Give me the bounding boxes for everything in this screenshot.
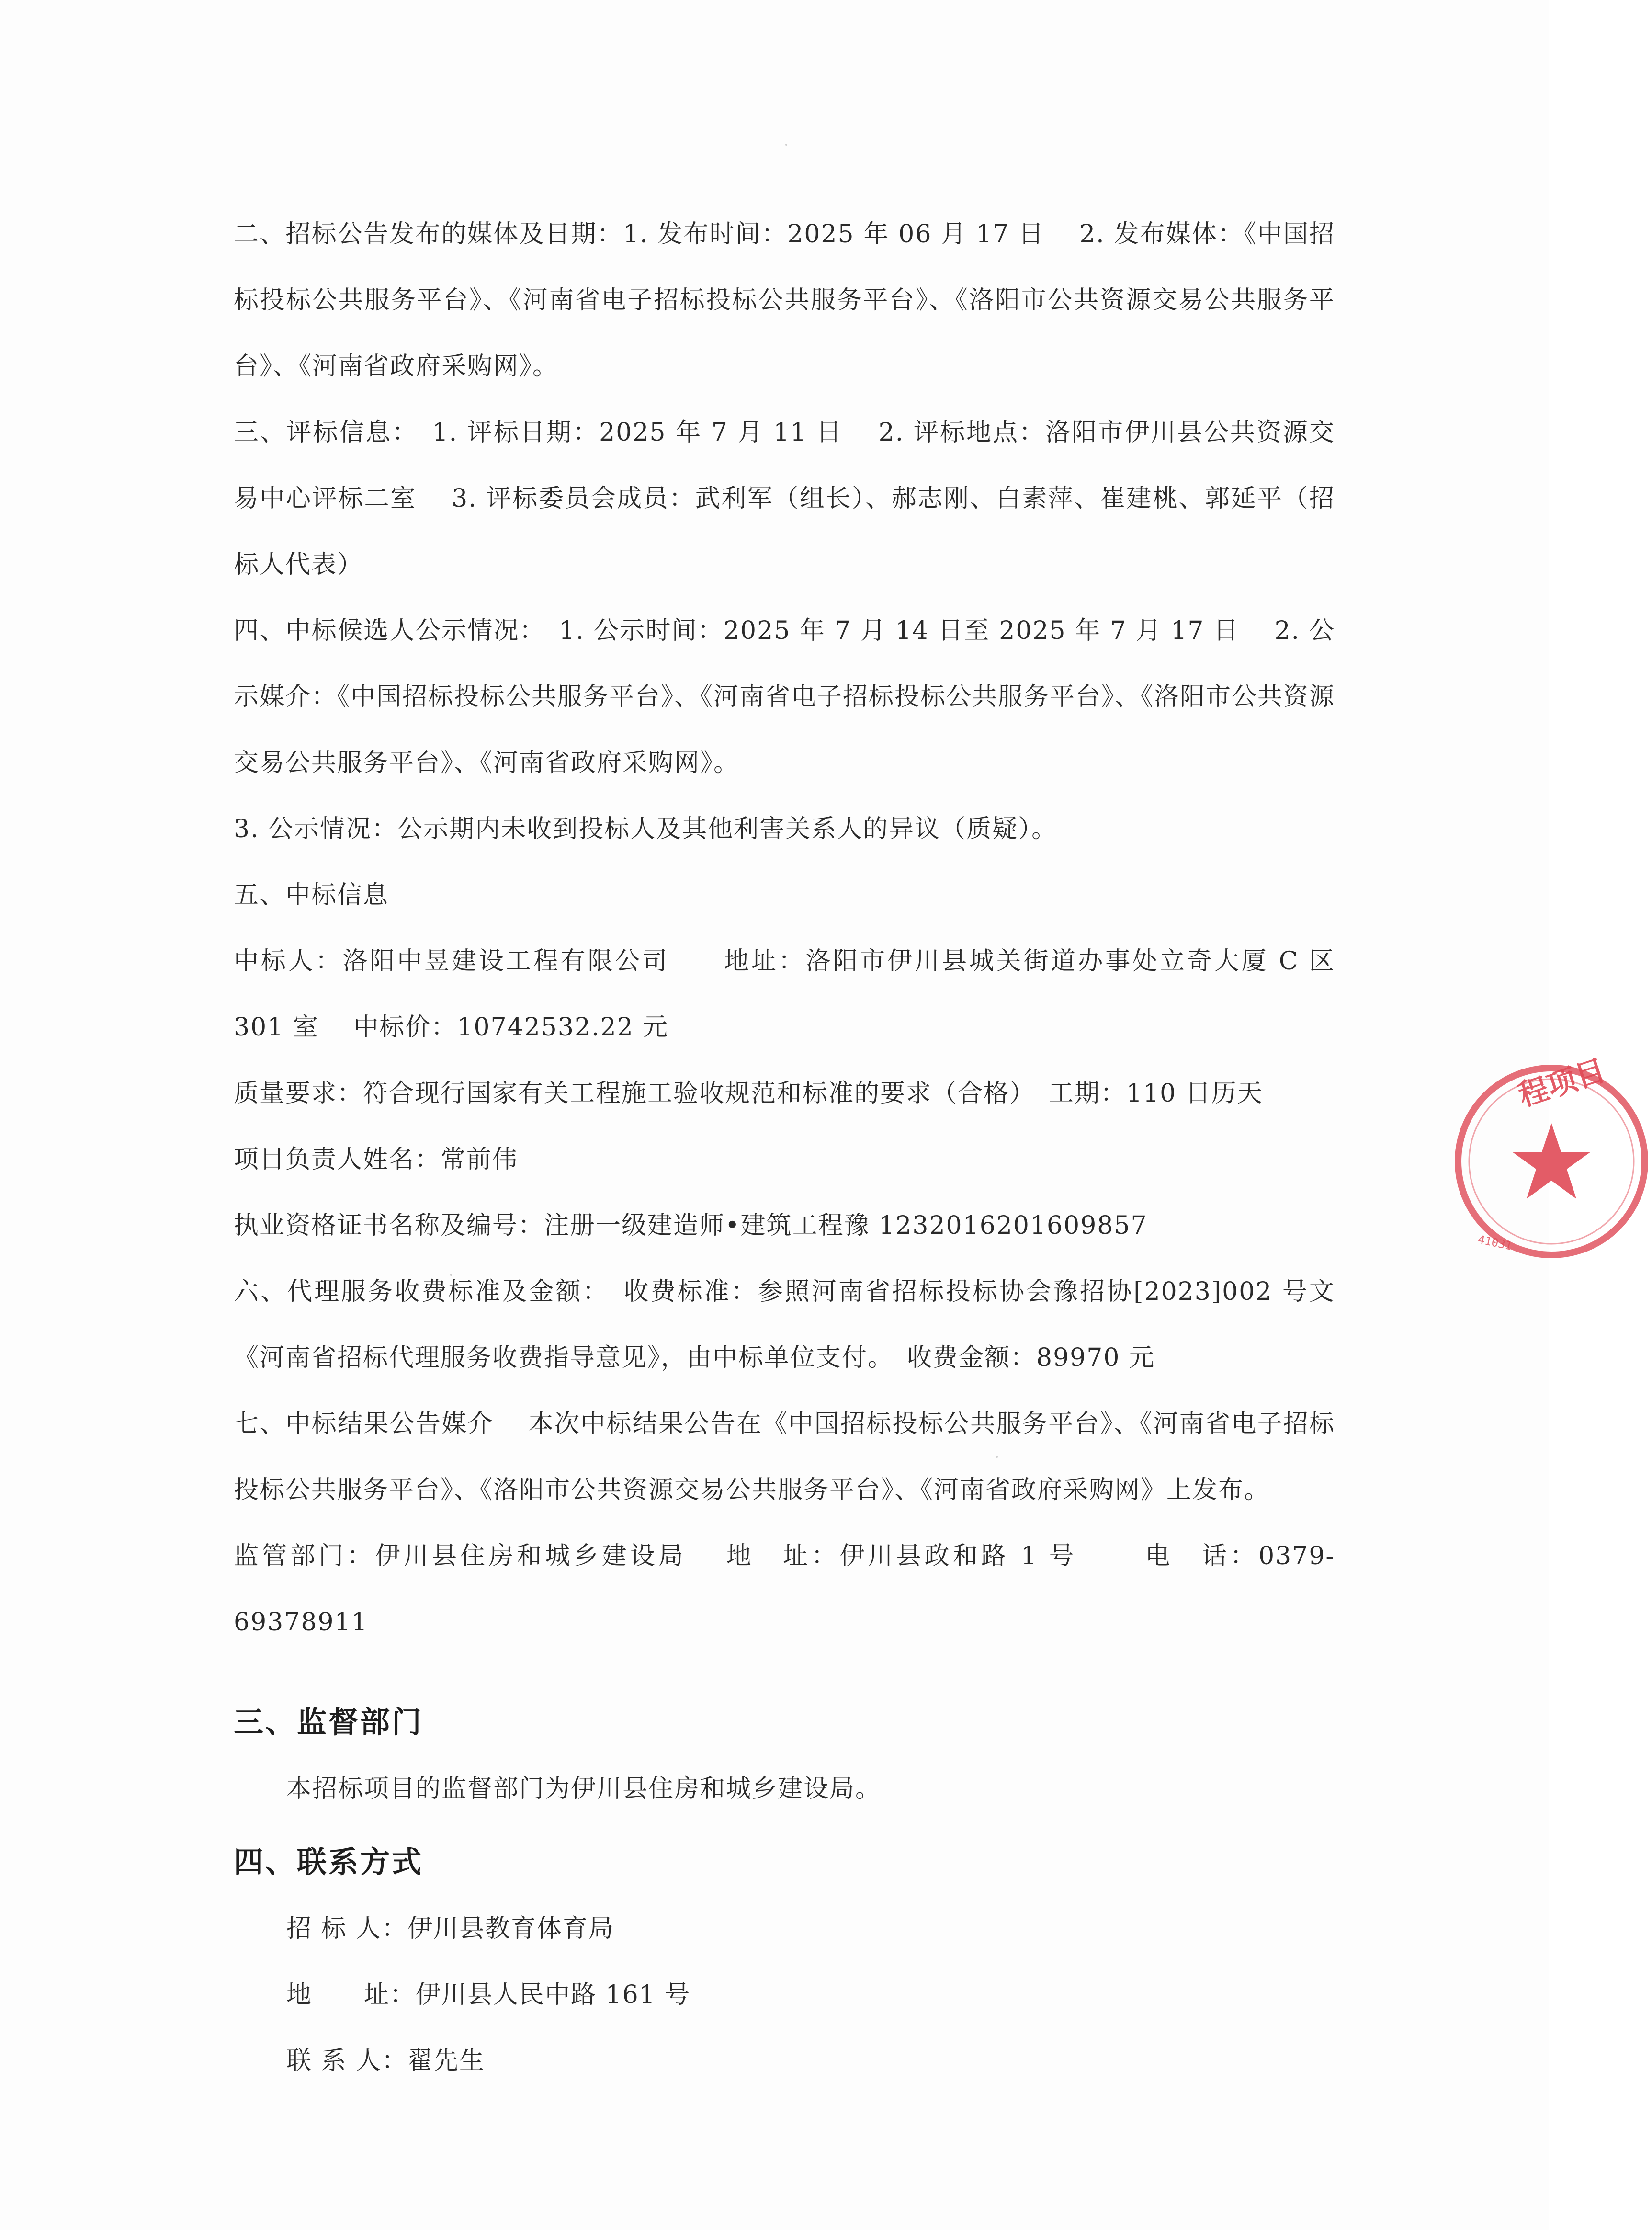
scan-dust [450,1274,452,1276]
seal-star-icon [1512,1123,1591,1199]
paragraph-evaluation-info: 三、评标信息： 1. 评标日期：2025 年 7 月 11 日 2. 评标地点：洛阳市伊川县公共资源交易中心评标二室 3. 评标委员会成员：武利军（组长）、郝志刚、白素萍、崔建桃、郭延平（招标人代表） [234,418,1335,579]
paragraph-award-info-title: 五、中标信息 [234,881,389,910]
paragraph-winning-bidder: 中标人：洛阳中昱建设工程有限公司 地址：洛阳市伊川县城关街道办事处立奇大厦 C 区 301 室 中标价：10742532.22 元 [234,947,1335,1042]
paragraph-quality-requirement: 质量要求：符合现行国家有关工程施工验收规范和标准的要求（合格） 工期：110 日历天 [234,1079,1263,1108]
paragraph-candidate-publicity: 四、中标候选人公示情况： 1. 公示时间：2025 年 7 月 14 日至 2025 年 7 月 17 日 2. 公示媒介：《中国招标投标公共服务平台》、《河南省电子招标投标公共服务平台》、《洛阳市公共资源交易公共服务平台》、《河南省政府采购网》。 [234,616,1335,777]
contact-person: 联 系 人：翟先生 [286,2047,486,2075]
section-title-contact: 四、联系方式 [234,1844,424,1879]
paragraph-publicity-status: 3. 公示情况：公示期内未收到投标人及其他利害关系人的异议（质疑）。 [234,815,1058,843]
scan-dust [996,1456,998,1458]
section-title-supervision: 三、监督部门 [234,1705,424,1740]
section-text-supervision: 本招标项目的监督部门为伊川县住房和城乡建设局。 [286,1775,882,1803]
paragraph-qualification: 执业资格证书名称及编号：注册一级建造师•建筑工程豫 1232016201609857 [234,1211,1148,1240]
paragraph-result-media: 七、中标结果公告媒介 本次中标结果公告在《中国招标投标公共服务平台》、《河南省电子招标投标公共服务平台》、《洛阳市公共资源交易公共服务平台》、《河南省政府采购网》上发布。 [234,1410,1335,1504]
contact-address: 地 址：伊川县人民中路 161 号 [286,1980,691,2009]
paragraph-project-manager: 项目负责人姓名：常前伟 [234,1145,519,1174]
scan-dust [785,144,787,146]
document-body [234,201,1335,2094]
official-seal-stamp [1451,1052,1652,1262]
seal-arc-text: 程项目 [1514,1052,1610,1114]
seal-graphic [1451,1052,1652,1262]
paragraph-supervision: 监管部门：伊川县住房和城乡建设局 地 址：伊川县政和路 1 号 电 话：0379-69378911 [234,1542,1335,1637]
contact-tenderer: 招 标 人：伊川县教育体育局 [286,1914,615,1943]
seal-number: 41031 [1476,1232,1514,1253]
paragraph-agency-fee: 六、代理服务收费标准及金额： 收费标准：参照河南省招标投标协会豫招协[2023]002 号文《河南省招标代理服务收费指导意见》，由中标单位支付。 收费金额：89970 元 [234,1277,1335,1372]
paragraph-publication-media: 二、招标公告发布的媒体及日期：1. 发布时间：2025 年 06 月 17 日 2. 发布媒体：《中国招标投标公共服务平台》、《河南省电子招标投标公共服务平台》、《洛阳市公共资源交易公共服务平台》、《河南省政府采购网》。 [234,220,1335,381]
